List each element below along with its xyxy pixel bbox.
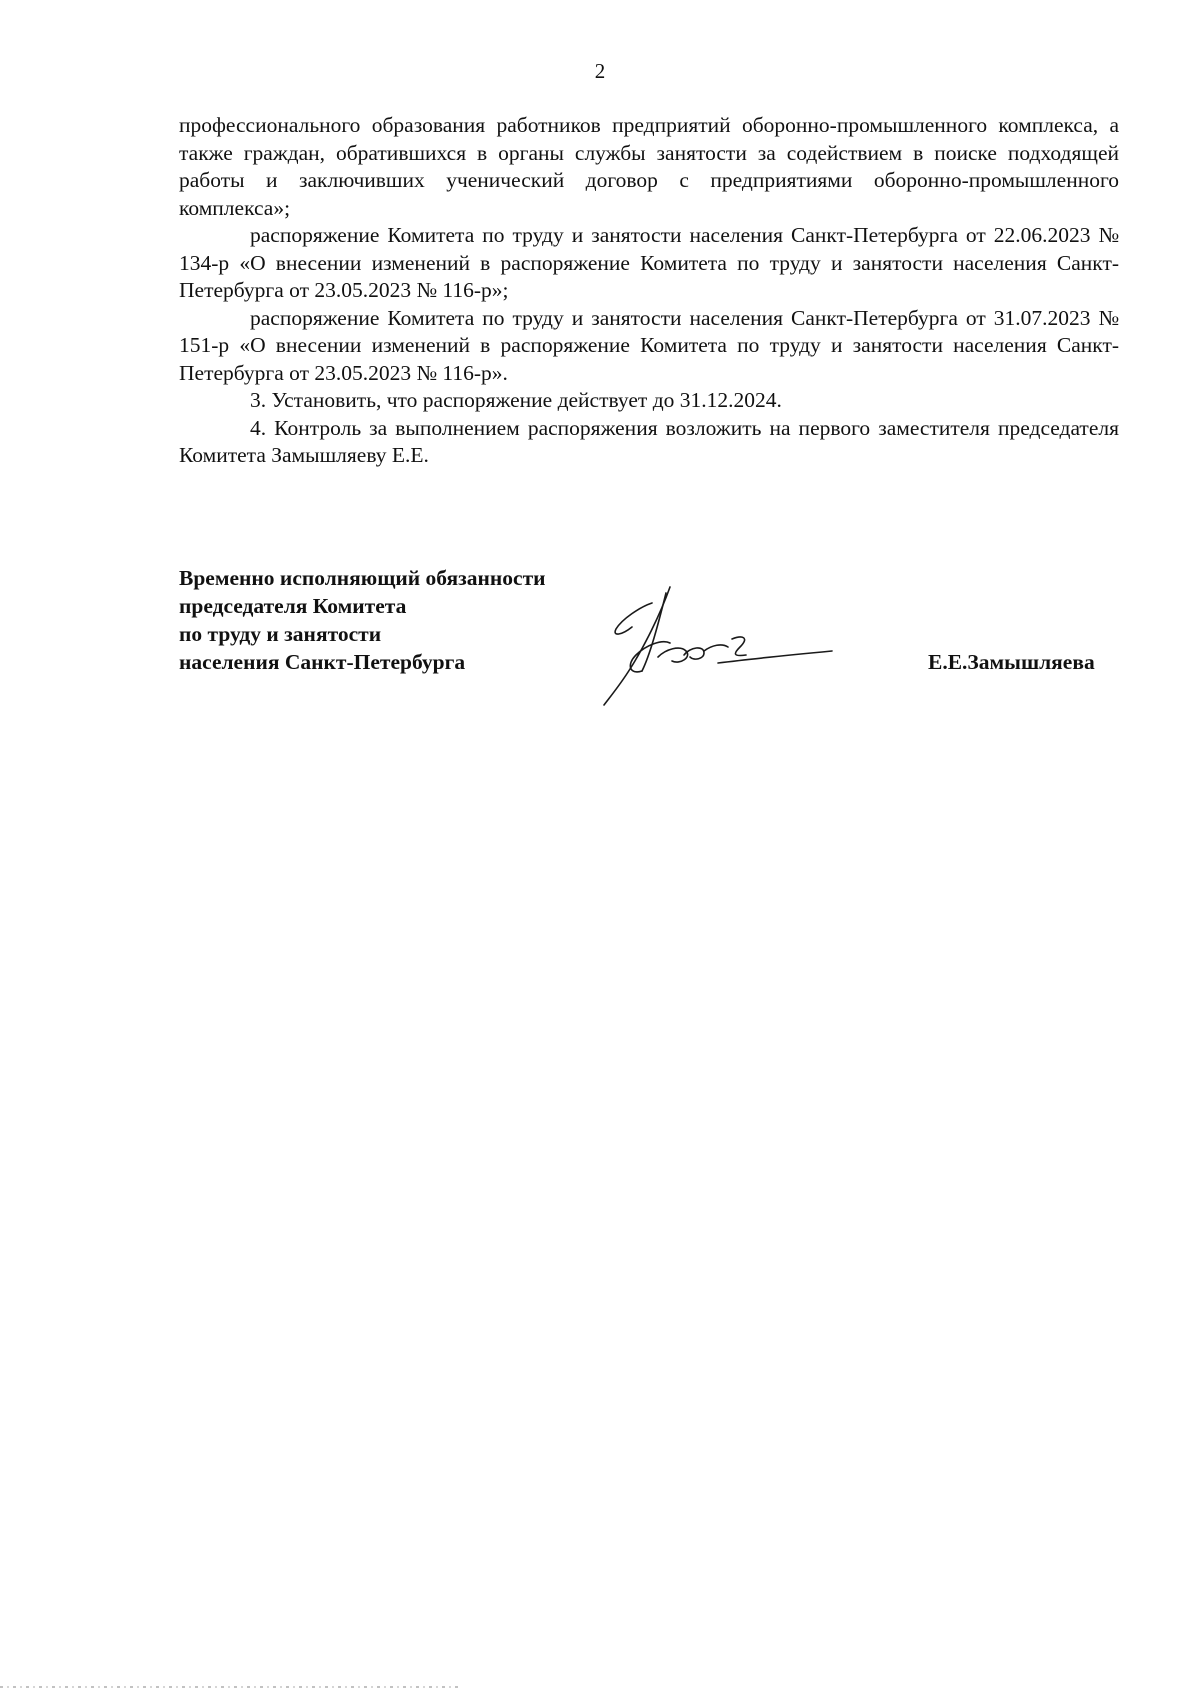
page-number: 2	[594, 59, 606, 83]
signatory-position-line: населения Санкт-Петербурга	[179, 650, 466, 674]
signer-name: Е.Е.Замышляева	[928, 650, 1095, 674]
paragraph-continuation: профессионального образования работников предприятий оборонно-промышленного комплекса, а также граждан, обратившихся в органы службы занятости за содействием в поиске подходящей работы и заключивших ученический договор с предприятиями оборонно-промышленного комплекса»;	[179, 113, 1119, 220]
paragraph-item-3: 3. Установить, что распоряжение действует до 31.12.2024.	[250, 388, 782, 412]
paragraph-item-4: 4. Контроль за выполнением распоряжения возложить на первого заместителя председателя Комитета Замышляеву Е.Е.	[179, 415, 1119, 467]
scan-noise-line	[0, 1686, 460, 1688]
paragraph-order-151: распоряжение Комитета по труду и занятости населения Санкт-Петербурга от 31.07.2023 № 151-р «О внесении изменений в распоряжение Комитета по труду и занятости населения Санкт-Петербурга от 23.05.2023 № 116-р».	[179, 305, 1119, 385]
signatory-position-line: по труду и занятости	[179, 622, 382, 646]
signatory-position-line: Временно исполняющий обязанности	[179, 566, 546, 590]
document-body	[179, 112, 1119, 470]
handwritten-signature	[600, 585, 860, 710]
signatory-position-line: председателя Комитета	[179, 594, 407, 618]
signatory-position	[179, 564, 546, 676]
paragraph-order-134: распоряжение Комитета по труду и занятости населения Санкт-Петербурга от 22.06.2023 № 134-р «О внесении изменений в распоряжение Комитета по труду и занятости населения Санкт-Петербурга от 23.05.2023 № 116-р»;	[179, 223, 1119, 302]
